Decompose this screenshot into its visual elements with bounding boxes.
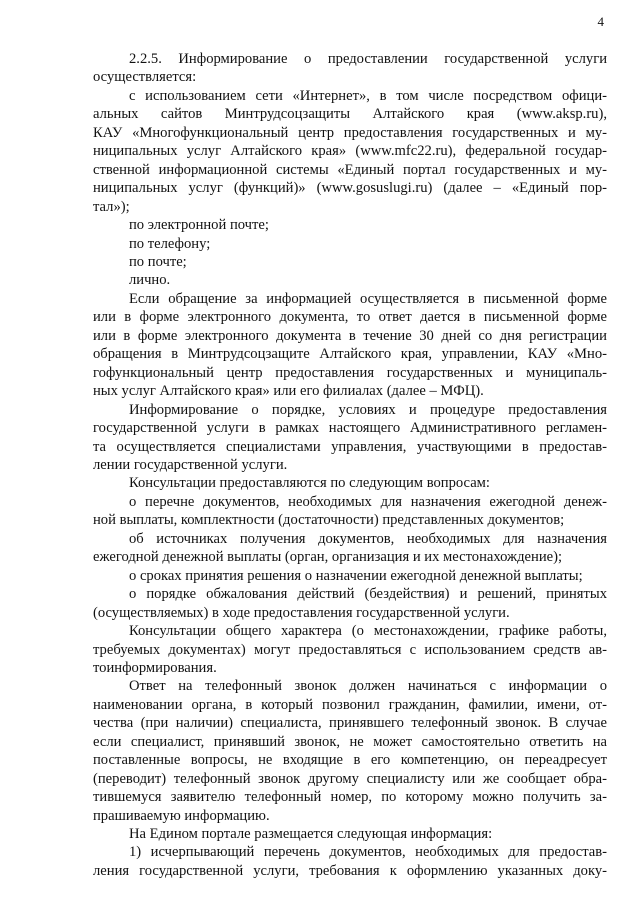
paragraph	[93, 493, 607, 530]
text-line: ной выплаты, комплектности (достаточности) представленных документов;	[93, 512, 565, 529]
text-line: осуществляется:	[93, 69, 197, 86]
paragraph	[93, 677, 607, 825]
text-line: по электронной почте;	[129, 217, 269, 234]
text-line: чества (при наличии) специалиста, принявшего телефонный звонок. В случае	[93, 715, 607, 732]
paragraph	[93, 401, 607, 475]
text-line: 2.2.5. Информирование о предоставлении государственной услуги	[129, 51, 607, 67]
text-line: (переводит) телефонный звонок другому специалисту или же сообщает обра-	[93, 770, 607, 787]
text-line: Консультации общего характера (о местонахождении, графике работы,	[129, 623, 607, 640]
text-line: КАУ «Многофункциональный центр предоставления государственных и му-	[93, 124, 607, 141]
paragraph	[93, 87, 607, 216]
text-line: (осуществляемых) в ходе предоставления государственной услуги.	[93, 604, 510, 621]
paragraph	[93, 843, 607, 880]
paragraph	[93, 271, 607, 289]
text-line: или в форме электронного документа в течение 30 дней со дня регистрации	[93, 327, 607, 344]
text-line: тал»);	[93, 198, 130, 215]
text-line: по телефону;	[129, 235, 211, 252]
text-line: требуемых документах) могут предоставляться с использованием средств ав-	[93, 641, 607, 658]
text-line: Если обращение за информацией осуществляется в письменной форме	[129, 290, 607, 307]
text-line: государственной услуги в рамках настоящего Административного регламен-	[93, 420, 607, 437]
text-line: по почте;	[129, 253, 187, 270]
text-line: наименовании органа, в который позвонил гражданин, фамилии, имени, от-	[93, 696, 607, 713]
text-line: ных услуг Алтайского края» или его филиалах (далее – МФЦ).	[93, 383, 484, 400]
text-line: с использованием сети «Интернет», в том числе посредством офици-	[129, 87, 607, 104]
paragraph	[93, 622, 607, 677]
text-line: 1) исчерпывающий перечень документов, необходимых для предостав-	[129, 844, 607, 861]
text-line: Консультации предоставляются по следующим вопросам:	[129, 475, 490, 492]
text-line: тившемуся заявителю телефонный номер, по которому можно получить за-	[93, 789, 607, 806]
text-line: тоинформирования.	[93, 659, 217, 676]
text-line: ниципальных услуг (функций)» (www.gosuslugi.ru) (далее – «Единый пор-	[93, 180, 607, 197]
text-line: ления государственной услуги, требования к оформлению указанных доку-	[93, 862, 607, 879]
text-line: если специалист, принявший звонок, не может самостоятельно ответить на	[93, 733, 607, 750]
document-body	[93, 50, 607, 880]
text-line: альных сайтов Минтрудсоцзащиты Алтайского края (www.aksp.ru),	[93, 106, 607, 123]
paragraph	[93, 825, 607, 843]
text-line: ственной информационной системы «Единый портал государственных и му-	[93, 161, 607, 178]
paragraph	[93, 50, 607, 87]
text-line: ежегодной денежной выплаты (орган, организация и их местонахождение);	[93, 549, 563, 566]
text-line: лично.	[129, 272, 171, 289]
text-line: лении государственной услуги.	[93, 456, 288, 473]
text-line: обращения в Минтрудсоцзащите Алтайского края, управлении, КАУ «Мно-	[93, 346, 607, 363]
text-line: ниципальных услуг Алтайского края» (www.mfc22.ru), федеральной государ-	[93, 143, 607, 160]
text-line: или в форме электронного документа, то ответ дается в письменной форме	[93, 309, 607, 326]
paragraph	[93, 530, 607, 567]
paragraph	[93, 235, 607, 253]
text-line: о порядке обжалования действий (бездействия) и решений, принятых	[129, 586, 607, 603]
text-line: об источниках получения документов, необходимых для назначения	[129, 530, 607, 547]
paragraph	[93, 216, 607, 234]
paragraph	[93, 585, 607, 622]
text-line: прашиваемую информацию.	[93, 807, 270, 824]
text-line: поставленные вопросы, не входящие в его компетенцию, он переадресует	[93, 752, 607, 769]
text-line: Ответ на телефонный звонок должен начинаться с информации о	[129, 678, 607, 695]
page-number: 4	[597, 14, 604, 29]
text-line: та осуществляется специалистами управления, участвующими в предостав-	[93, 438, 607, 455]
text-line: Информирование о порядке, условиях и процедуре предоставления	[129, 401, 607, 418]
paragraph	[93, 290, 607, 401]
text-line: о перечне документов, необходимых для назначения ежегодной денеж-	[129, 493, 607, 510]
text-line: гофункциональный центр предоставления государственных и муниципаль-	[93, 364, 607, 381]
text-line: о сроках принятия решения о назначении ежегодной денежной выплаты;	[129, 567, 583, 584]
paragraph	[93, 474, 607, 492]
text-line: На Едином портале размещается следующая информация:	[129, 826, 493, 843]
paragraph	[93, 253, 607, 271]
paragraph	[93, 567, 607, 585]
